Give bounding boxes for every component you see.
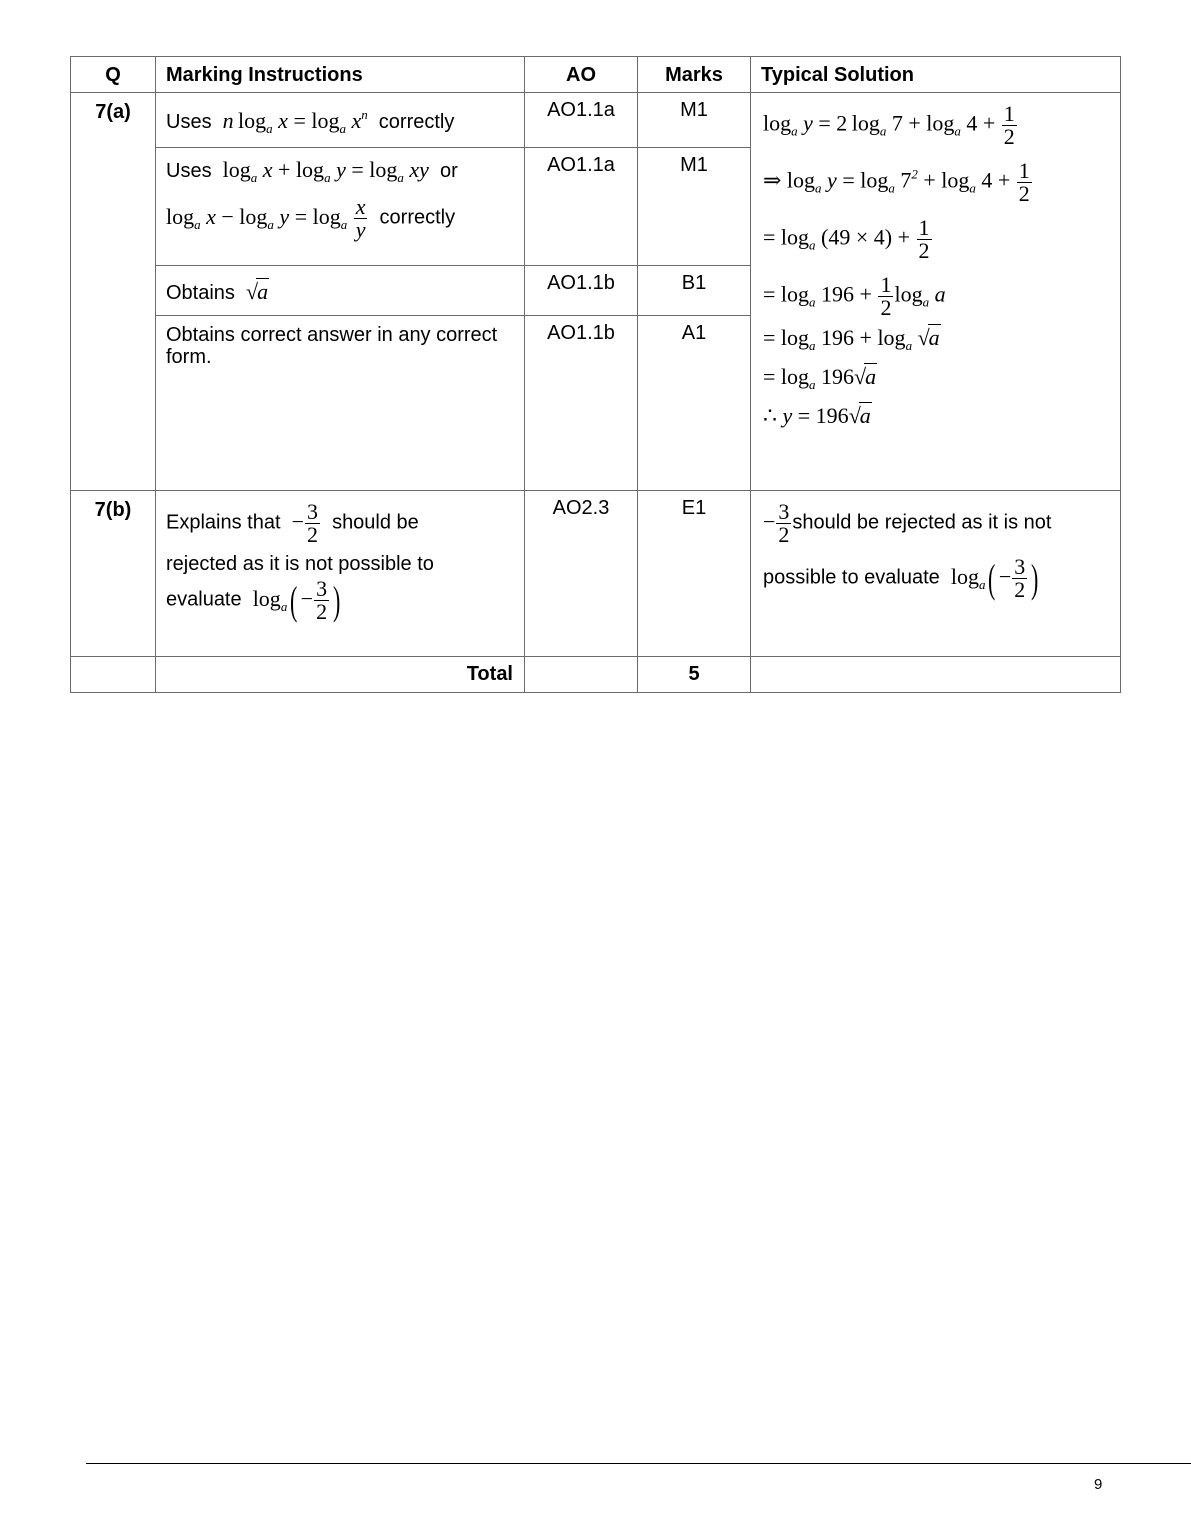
page-number: 9 [1094,1476,1103,1493]
header-marks: Marks [638,57,751,93]
log-minus-three-halves: $\log_a$( − $\frac{3}{2}$ ) [945,554,1039,602]
instruction-prefix: Obtains [166,282,235,304]
instruction-text-b: should be [332,511,419,534]
total-value: 5 [638,657,751,693]
sqrt-a-formula: √a [246,279,269,304]
instruction-connector: or [439,160,458,182]
total-empty-solution [751,657,1121,693]
header-ao: AO [525,57,638,93]
q7a-label: 7(a) [71,93,156,491]
q7a-instruction-2 [156,148,525,266]
instruction-text-a: Explains that [166,511,281,534]
solution-text-b: possible to evaluate [763,566,940,589]
mark-scheme-table [70,56,1121,693]
q7a-row-1 [71,93,1121,148]
q7a-ao-3: AO1.1b [525,266,638,316]
q7b-instruction [156,491,525,657]
power-rule-formula: n $\log_a x = \log_a x^n$ [222,107,368,136]
instruction-text-d: evaluate [166,588,242,611]
instruction-suffix: correctly [379,206,456,229]
q7a-ao-1: AO1.1a [525,93,638,148]
q7b-label: 7(b) [71,491,156,657]
q7a-mark-4: A1 [638,316,751,491]
q7a-mark-3: B1 [638,266,751,316]
q7a-mark-1: M1 [638,93,751,148]
total-empty-ao [525,657,638,693]
header-q: Q [71,57,156,93]
q7a-ao-4: AO1.1b [525,316,638,491]
q7b-mark: E1 [638,491,751,657]
q7a-typical-solution [751,93,1121,491]
instruction-suffix: correctly [378,111,455,133]
q7b-row [71,491,1121,657]
total-empty-q [71,657,156,693]
solution-line-5: = $\log_a 196 + \log_a √a$ [763,325,940,353]
solution-line-4: = $\log_a 196$ + $\frac{1}{2}$ $\log_a a$ [763,272,946,320]
q7a-mark-2: M1 [638,148,751,266]
minus-three-halves: − $\frac{3}{2}$ [763,499,790,547]
quotient-rule-formula: $\log_a x - \log_a y = \log_a$ $\frac{x}{y}$ [166,194,366,242]
solution-line-7: ∴ y = 196√a [763,403,871,428]
instruction-prefix: Uses [166,160,212,182]
minus-three-halves: − $\frac{3}{2}$ [286,499,318,547]
total-label: Total [156,657,525,693]
footer-rule [86,1463,1191,1464]
q7a-instruction-3 [156,266,525,316]
solution-text-a: should be rejected as it is not [792,511,1052,534]
header-marking-instructions: Marking Instructions [156,57,525,93]
header-row [71,57,1121,93]
header-typical-solution: Typical Solution [751,57,1121,93]
q7b-typical-solution [751,491,1121,657]
solution-line-3: = $\log_a (49 \times 4)$ + $\frac{1}{2}$ [763,215,930,263]
q7a-instruction-1 [156,93,525,148]
instruction-text-c: rejected as it is not possible to [166,553,434,575]
q7a-instruction-4: Obtains correct answer in any correct form. [156,316,525,491]
product-rule-formula: $\log_a x + \log_a y = \log_a$ xy [217,157,429,185]
instruction-prefix: Uses [166,111,212,133]
total-row [71,657,1121,693]
q7a-ao-2: AO1.1a [525,148,638,266]
q7b-ao: AO2.3 [525,491,638,657]
solution-line-2: ⇒ $\log_a y = \log_a 7^2 + \log_a 4$ + $\frac{1}{2}$ [763,158,1030,206]
solution-line-1: $\log_a y = 2$ $\log_a 7 + \log_a 4$ + $\frac{1}{2}$ [763,101,1015,149]
log-minus-three-halves: $\log_a$( − $\frac{3}{2}$ ) [247,576,341,624]
solution-line-6: = $\log_a 196√a$ [763,364,877,392]
